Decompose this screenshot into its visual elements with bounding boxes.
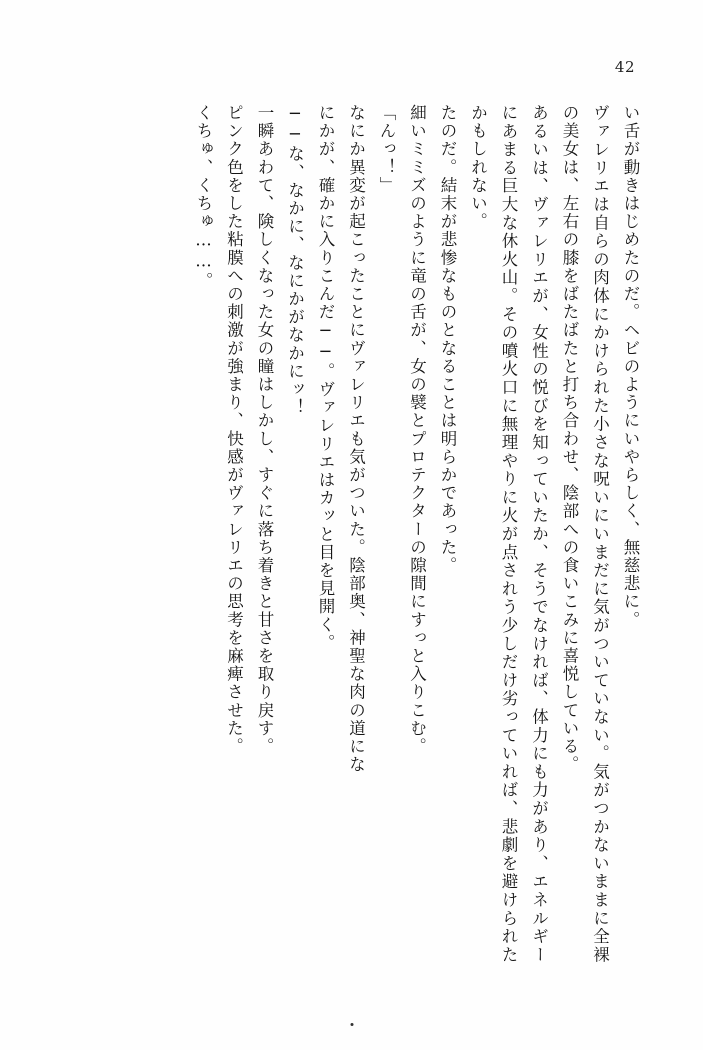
paragraph: にかが、確かに入りこんだ──。ヴァレリエはカッと目を見開く。: [316, 104, 335, 652]
footer-marker-dot: [350, 1023, 353, 1026]
paragraph: あるいは、ヴァレリエが、女性の悦びを知っていたか、そうでなければ、体力にも力があり、エネルギーにあまる巨大な休火山。その噴火口に無理やりに火が点されう少しだけ劣っていれば、悲劇を避けられたかもしれない。: [468, 104, 549, 964]
paragraph: 「んっ！」: [377, 104, 396, 195]
paragraph: ヴァレリエは自らの肉体にかけられた小さな呪いにいまだに気がついていない。気がつかないままに全裸の美女は、左右の膝をばたばたと打ち合わせ、陰部への食いこみに喜悦している。: [560, 104, 610, 964]
paragraph: ピンク色をした粘膜への刺激が強まり、快感がヴァレリエの思考を麻痺させた。: [224, 104, 244, 756]
page-body-text: [58, 104, 645, 964]
paragraph: ──な、なかに、なにかがなかにッ！: [285, 104, 305, 417]
paragraph: い舌が動きはじめたのだ。ヘビのようにいやらしく、無慈悲に。: [621, 104, 640, 629]
paragraph: 細いミミズのように竜の舌が、女の襞とプロテクターの隙間にすっと入りこむ。: [407, 104, 427, 756]
paragraph: 一瞬あわて、険しくなった女の瞳はしかし、すぐに落ち着きと甘さを取り戻す。: [255, 104, 274, 756]
paragraph: なにか異変が起こったことにヴァレリエも気がついた。陰部奥、神聖な肉の道にな: [346, 104, 366, 774]
paragraph: くちゅ、くちゅ……。: [194, 104, 213, 290]
paragraph: たのだ。結末が悲惨なものとなることは明らかであった。: [438, 104, 457, 575]
page-number: 42: [614, 58, 635, 76]
